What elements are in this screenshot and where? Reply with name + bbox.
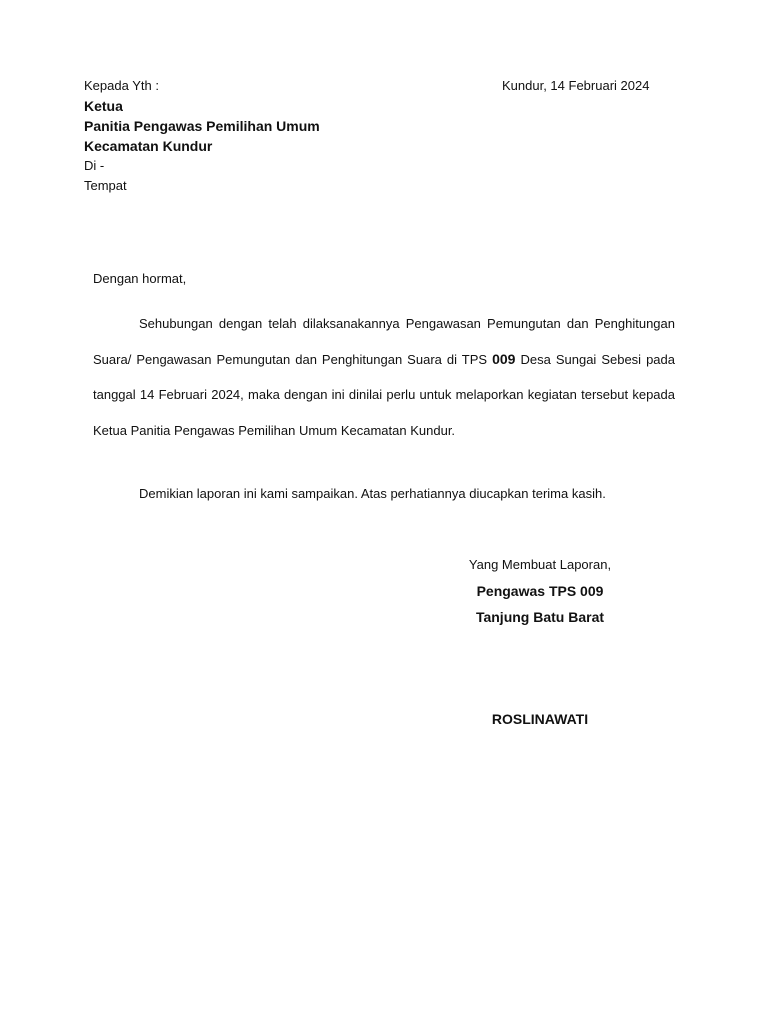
signature-title-line2: Tanjung Batu Barat bbox=[475, 609, 605, 625]
closing-paragraph: Demikian laporan ini kami sampaikan. Atas perhatiannya diucapkan terima kasih. bbox=[139, 486, 606, 501]
paragraph-text-part1: Sehubungan dengan telah dilaksanakannya Pengawasan Pemungutan dan Penghitungan Suara/ Pengawasan Pemungutan dan Penghitungan Suara di TPS bbox=[93, 316, 675, 367]
recipient-at: Di - bbox=[84, 158, 105, 173]
signatory-name: ROSLINAWATI bbox=[491, 711, 589, 727]
recipient-title: Ketua bbox=[84, 98, 123, 114]
recipient-intro: Kepada Yth : bbox=[84, 78, 159, 93]
greeting: Dengan hormat, bbox=[93, 271, 187, 286]
addressee-block bbox=[84, 76, 404, 196]
recipient-organization: Panitia Pengawas Pemilihan Umum bbox=[84, 118, 320, 134]
tps-number: 009 bbox=[492, 350, 516, 367]
signature-title-line1: Pengawas TPS 009 bbox=[476, 583, 604, 599]
body-paragraph bbox=[93, 306, 675, 448]
signature-intro: Yang Membuat Laporan, bbox=[468, 557, 612, 572]
recipient-district: Kecamatan Kundur bbox=[84, 138, 213, 154]
paragraph-text-part2: Desa Sungai Sebesi pada tanggal 14 Februari 2024, maka dengan ini dinilai perlu untuk melaporkan kegiatan tersebut kepada Ketua Panitia Pengawas Pemilihan Umum Kecamatan Kundur. bbox=[93, 351, 676, 438]
recipient-place: Tempat bbox=[84, 178, 127, 193]
place-date: Kundur, 14 Februari 2024 bbox=[502, 78, 650, 93]
